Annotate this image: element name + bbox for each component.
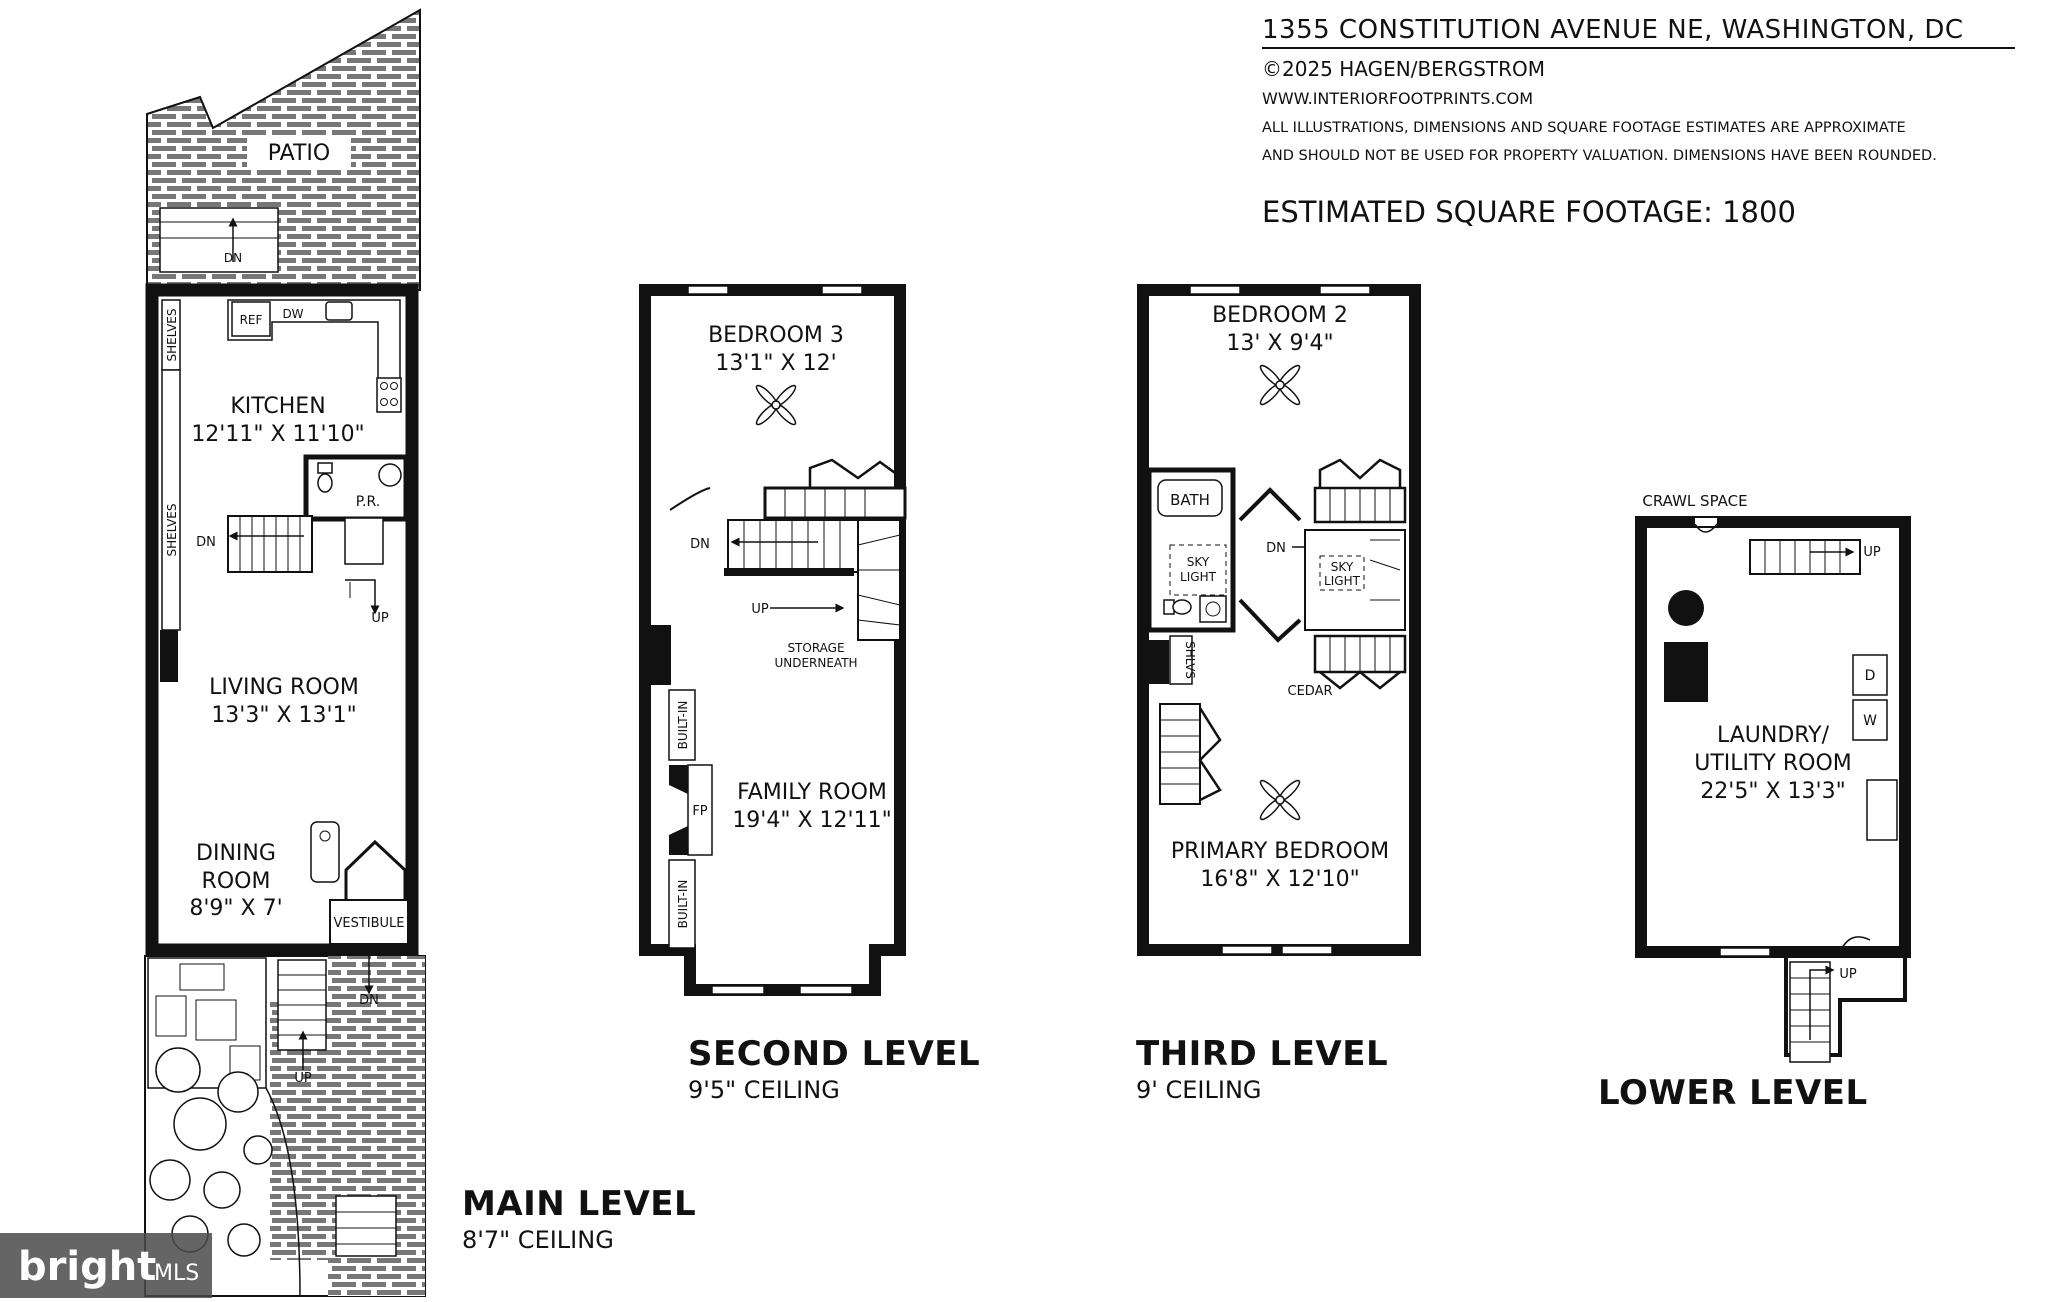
kitchen-name: KITCHEN [230,394,326,419]
front-up-label: UP [294,1071,312,1086]
lower-level-title: LOWER LEVEL [1598,1073,1868,1113]
patio-steps [160,208,278,272]
disclaimer-line-2: AND SHOULD NOT BE USED FOR PROPERTY VALUATION. DIMENSIONS HAVE BEEN ROUNDED. [1262,148,1937,164]
dining-dims: 8'9" X 7' [189,896,283,921]
third-level-ceiling: 9' CEILING [1136,1076,1262,1104]
bath-label: BATH [1170,491,1210,509]
ceiling-fan-icon [1258,778,1302,822]
second-closet-doors [810,460,902,488]
main-level-ceiling: 8'7" CEILING [462,1226,614,1254]
sky-2a: SKY [1330,560,1354,574]
family-name: FAMILY ROOM [737,780,887,805]
bedroom2-name: BEDROOM 2 [1212,303,1348,328]
storage-label-1: STORAGE [787,641,845,655]
mls-watermark [0,1233,212,1298]
laundry-name-2: UTILITY ROOM [1694,751,1852,776]
pr-sink-icon [379,464,401,486]
laundry-dims: 22'5" X 13'3" [1700,779,1846,804]
primary-dims: 16'8" X 12'10" [1200,867,1360,892]
sky-1b: LIGHT [1180,570,1216,584]
vestibule-label: VESTIBULE [333,916,405,931]
fp-label: FP [692,804,708,819]
street-steps [336,1196,396,1256]
square-footage: ESTIMATED SQUARE FOOTAGE: 1800 [1262,195,1796,229]
utility-sink [1867,780,1897,840]
living-name: LIVING ROOM [209,675,359,700]
second-upper-stairs [765,488,905,518]
pier [160,630,178,682]
dw-label: DW [282,307,304,321]
shelves-label-1: SHELVES [165,308,179,362]
sky-1a: SKY [1186,555,1210,569]
watermark-brand: bright [18,1244,157,1290]
shelves-label-2: SHELVES [165,503,179,557]
dining-name-2: ROOM [201,869,271,894]
main-level-plan [145,10,696,1296]
pr-label: P.R. [355,494,381,510]
family-dims: 19'4" X 12'11" [732,808,892,833]
second-main-stairs [728,520,858,572]
third-level-title: THIRD LEVEL [1136,1034,1389,1074]
vanity-sink-icon [1200,596,1226,622]
bedroom2-dims: 13' X 9'4" [1226,331,1334,356]
main-level-title: MAIN LEVEL [462,1184,697,1224]
bedroom3-name: BEDROOM 3 [708,323,844,348]
disclaimer-line-1: ALL ILLUSTRATIONS, DIMENSIONS AND SQUARE FOOTAGE ESTIMATES ARE APPROXIMATE [1262,120,1906,136]
second-level-title: SECOND LEVEL [688,1034,981,1074]
builtin-label-1: BUILT-IN [676,700,690,750]
third-dn-label: DN [1266,541,1286,556]
lower-up-bottom: UP [1839,967,1857,982]
ref-label: REF [239,313,263,327]
vestibule-walls [346,842,405,900]
header [1262,15,2015,229]
main-up-label: UP [371,611,389,626]
front-dn-label: DN [359,993,379,1008]
shlvs-label: SHLVS [1183,641,1197,679]
address-title: 1355 CONSTITUTION AVENUE NE, WASHINGTON, DC [1262,15,1964,45]
laundry-name-1: LAUNDRY/ [1716,723,1830,748]
primary-closet [1160,704,1200,804]
ceiling-fan-icon [1258,363,1302,407]
third-level-plan [1136,286,1415,1104]
lower-level-plan [1598,492,1905,1113]
water-heater-icon [1668,590,1704,626]
washer-label: W [1863,713,1877,729]
bedroom3-dims: 13'1" X 12' [715,351,837,376]
primary-name: PRIMARY BEDROOM [1170,839,1390,864]
watermark-suffix: MLS [154,1261,200,1286]
cedar-label: CEDAR [1287,684,1333,699]
shelves-living [162,370,180,630]
sink-icon [326,302,352,320]
website-text: WWW.INTERIORFOOTPRINTS.COM [1262,89,1534,108]
copyright-text: ©2025 HAGEN/BERGSTROM [1262,57,1546,81]
furnace-icon [1664,642,1708,702]
second-dn-label: DN [690,537,710,552]
door-swing-icon [670,488,710,510]
sky-2b: LIGHT [1324,574,1360,588]
crawl-space-label: CRAWL SPACE [1642,492,1748,510]
toilet-icon [318,463,332,492]
toilet-icon [1164,600,1191,614]
builtin-label-2: BUILT-IN [676,879,690,929]
storage-label-2: UNDERNEATH [774,656,858,670]
dining-name-1: DINING [196,841,276,866]
lower-up-top: UP [1863,545,1881,560]
second-level-plan [645,286,980,1104]
range-icon [377,378,401,412]
dn-patio: DN [223,251,243,265]
main-stairs [228,516,383,610]
kitchen-dims: 12'11" X 11'10" [191,422,365,447]
patio-label: PATIO [267,141,331,166]
second-level-ceiling: 9'5" CEILING [688,1076,840,1104]
second-up-label: UP [751,602,769,617]
dryer-label: D [1864,668,1876,684]
ceiling-fan-icon [754,383,798,427]
lower-upper-stairs [1750,540,1860,574]
living-dims: 13'3" X 13'1" [211,703,357,728]
main-dn-label: DN [196,535,216,550]
